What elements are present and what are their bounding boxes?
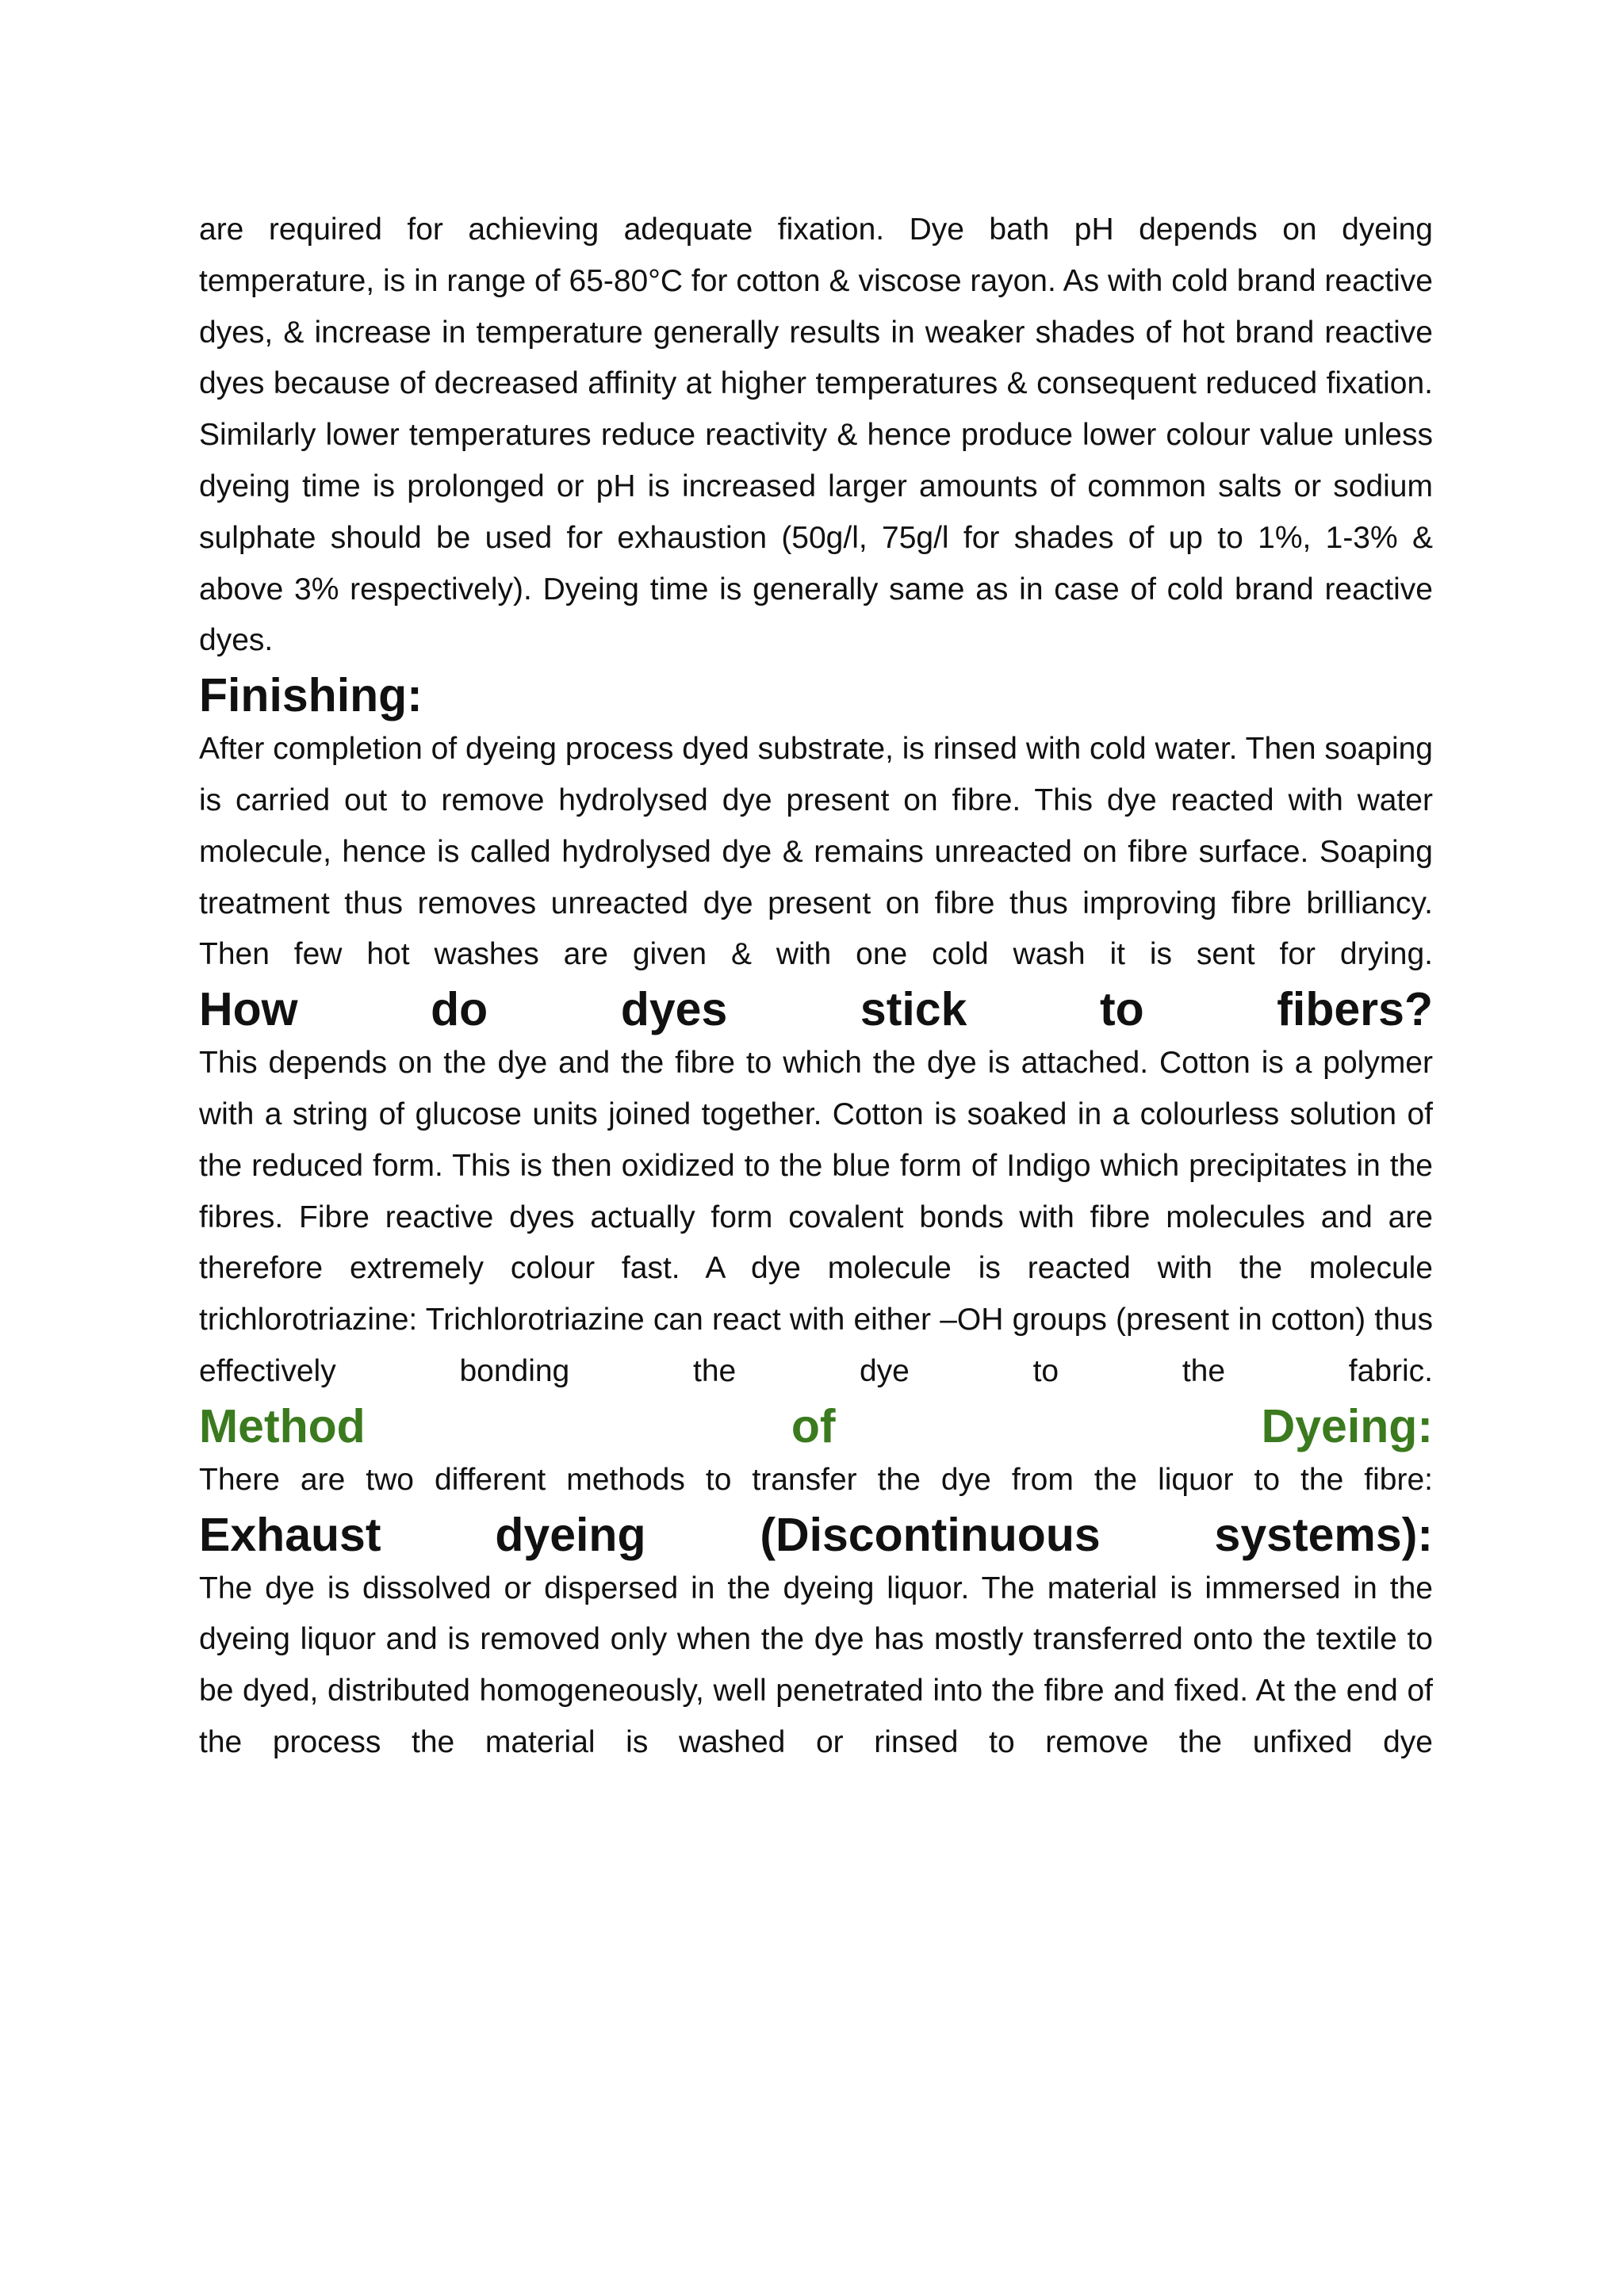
paragraph-intro: are required for achieving adequate fixation. Dye bath pH depends on dyeing temperature, is in range of 65-80°C for cotton & viscose rayon. As with cold brand reactive dyes, & increase in temperature generally results in weaker shades of hot brand reactive dyes because of decreased affinity at higher temperatures & consequent reduced fixation. Similarly lower temperatures reduce reactivity & hence produce lower colour value unless dyeing time is prolonged or pH is increased larger amounts of common salts or sodium sulphate should be used for exhaustion (50g/l, 75g/l for shades of up to 1%, 1-3% & above 3% respectively). Dyeing time is generally same as in case of cold brand reactive dyes.	[199, 212, 1433, 658]
paragraph-finishing: After completion of dyeing process dyed substrate, is rinsed with cold water. Then soaping is carried out to remove hydrolysed dye present on fibre. This dye reacted with water molecule, hence is called hydrolysed dye & remains unreacted on fibre surface. Soaping treatment thus removes unreacted dye present on fibre thus improving fibre brilliancy. Then few hot washes are given & with one cold wash it is sent for drying.	[199, 732, 1433, 972]
paragraph-how-dyes-stick: This depends on the dye and the fibre to which the dye is attached. Cotton is a polymer with a string of glucose units joined together. Cotton is soaked in a colourless solution of the reduced form. This is then oxidized to the blue form of Indigo which precipitates in the fibres. Fibre reactive dyes actually form covalent bonds with fibre molecules and are therefore extremely colour fast. A dye molecule is reacted with the molecule trichlorotriazine: Trichlorotriazine can react with either –OH groups (present in cotton) thus effectively bonding the dye to the fabric.	[199, 1046, 1433, 1388]
document-page	[199, 205, 1433, 1769]
heading-method-of-dyeing: Method of Dyeing:	[199, 1399, 1433, 1452]
paragraph-exhaust-dyeing: The dye is dissolved or dispersed in the dyeing liquor. The material is immersed in the dyeing liquor and is removed only when the dye has mostly transferred onto the textile to be dyed, distributed homogeneously, well penetrated into the fibre and fixed. At the end of the process the material is washed or rinsed to remove the unfixed dye	[199, 1571, 1433, 1759]
heading-exhaust-dyeing: Exhaust dyeing (Discontinuous systems):	[199, 1508, 1433, 1561]
heading-finishing: Finishing:	[199, 669, 423, 722]
paragraph-method-of-dyeing: There are two different methods to transfer the dye from the liquor to the fibre:	[199, 1462, 1433, 1497]
heading-how-dyes-stick: How do dyes stick to fibers?	[199, 983, 1433, 1036]
